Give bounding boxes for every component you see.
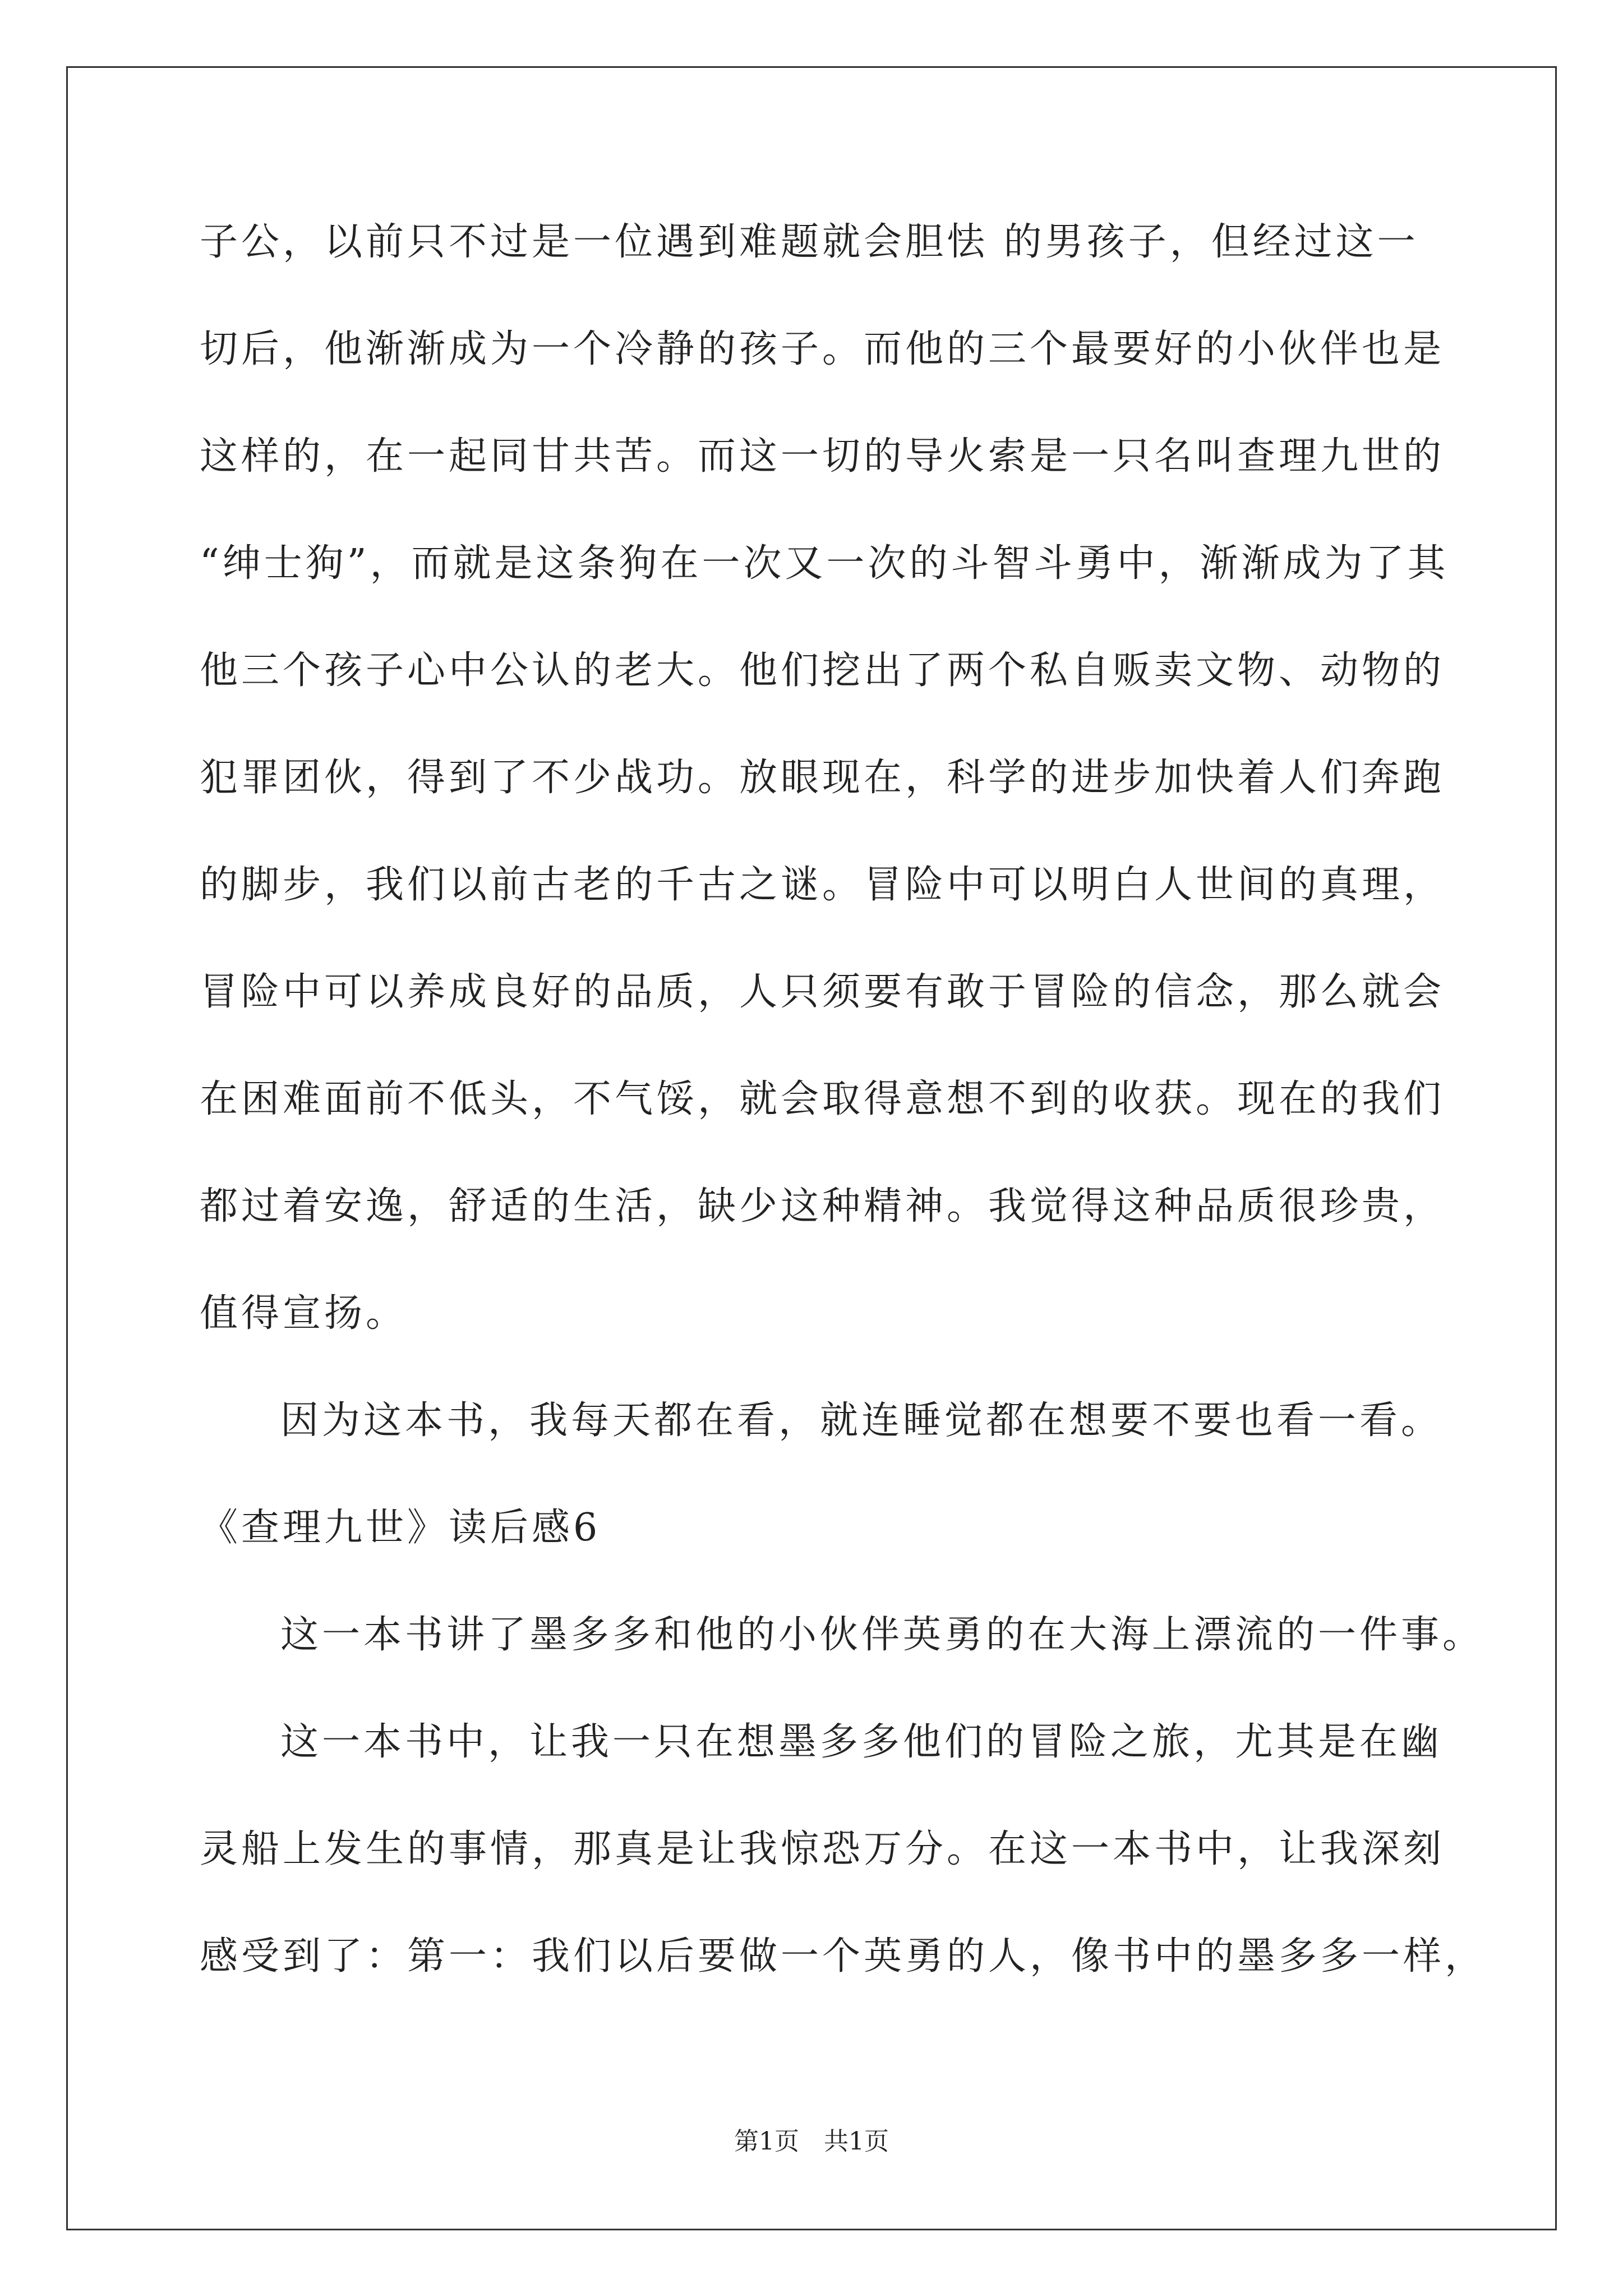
page-border — [66, 66, 1557, 2230]
body-line-2: 切后，他渐渐成为一个冷静的孩子。而他的三个最要好的小伙伴也是 — [200, 327, 1445, 371]
section-heading: 《查理九世》读后感6 — [200, 1506, 601, 1550]
body-line-5: 他三个孩子心中公认的老大。他们挖出了两个私自贩卖文物、动物的 — [200, 648, 1445, 693]
body-line-3: 这样的，在一起同甘共苦。而这一切的导火索是一只名叫查理九世的 — [200, 434, 1445, 478]
body-line-9: 在困难面前不低头，不气馁，就会取得意想不到的收获。现在的我们 — [200, 1077, 1445, 1121]
body-line-14: 这一本书讲了墨多多和他的小伙伴英勇的在大海上漂流的一件事。 — [280, 1613, 1484, 1657]
body-line-11: 值得宣扬。 — [200, 1291, 408, 1336]
body-line-16: 灵船上发生的事情，那真是让我惊恐万分。在这一本书中，让我深刻 — [200, 1827, 1445, 1871]
body-line-17: 感受到了：第一：我们以后要做一个英勇的人，像书中的墨多多一样， — [200, 1934, 1487, 1978]
body-line-10: 都过着安逸，舒适的生活，缺少这种精神。我觉得这种品质很珍贵， — [200, 1184, 1445, 1228]
body-line-6: 犯罪团伙，得到了不少战功。放眼现在，科学的进步加快着人们奔跑 — [200, 756, 1445, 800]
body-line-15: 这一本书中，让我一只在想墨多多他们的冒险之旅，尤其是在幽 — [280, 1720, 1443, 1764]
body-line-8: 冒险中可以养成良好的品质，人只须要有敢于冒险的信念，那么就会 — [200, 970, 1445, 1014]
body-line-4: “绅士狗”，而就是这条狗在一次又一次的斗智斗勇中，渐渐成为了其 — [200, 541, 1449, 586]
page-footer: 第1页 共1页 — [734, 2127, 889, 2156]
body-line-7: 的脚步，我们以前古老的千古之谜。冒险中可以明白人世间的真理， — [200, 863, 1445, 907]
body-line-1: 子公，以前只不过是一位遇到难题就会胆怯 的男孩子，但经过这一 — [200, 220, 1419, 264]
body-line-12: 因为这本书，我每天都在看，就连睡觉都在想要不要也看一看。 — [280, 1398, 1443, 1443]
